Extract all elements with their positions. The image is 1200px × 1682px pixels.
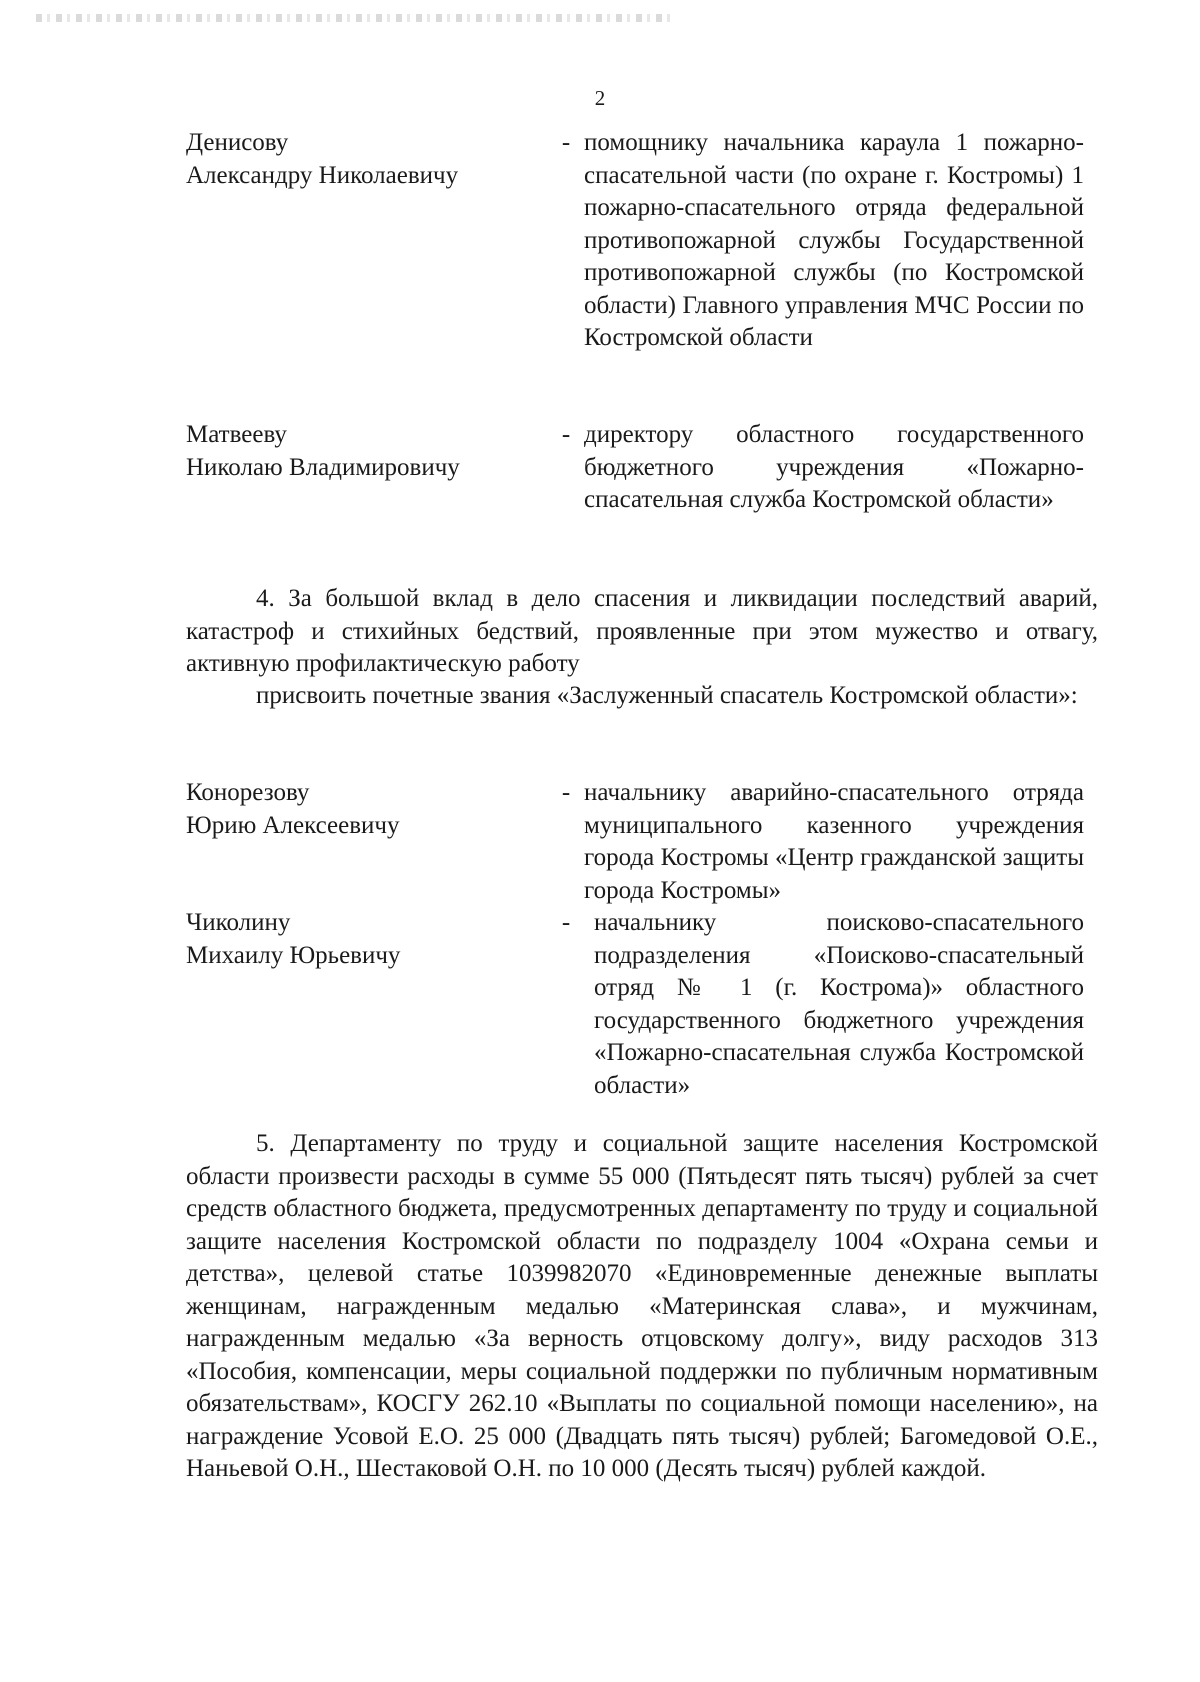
separator-dash: -	[561, 779, 571, 806]
person-surname: Матвееву	[186, 421, 287, 448]
person-given-names: Николаю Владимировичу	[186, 453, 460, 481]
person-surname: Конорезову	[186, 779, 310, 806]
section-4-intro: 4. За большой вклад в дело спасения и ликвидации последствий аварий, катастроф и стихийных бедствий, проявленные при этом мужество и отвагу, активную профилактическую работу	[186, 585, 1098, 677]
person-surname: Денисову	[186, 129, 289, 156]
separator-dash: -	[561, 421, 571, 448]
person-position: директору областного государственного бюджетного учреждения «Пожарно-спасательная служба Костромской области»	[584, 421, 1084, 513]
section-4-action: присвоить почетные звания «Заслуженный спасатель Костромской области»:	[256, 682, 1078, 709]
separator-dash: -	[561, 129, 571, 156]
separator-dash: -	[561, 909, 571, 936]
person-given-names: Александру Николаевичу	[186, 161, 459, 189]
person-name	[186, 419, 546, 484]
person-name	[186, 777, 546, 842]
person-given-names: Юрию Алексеевичу	[186, 811, 400, 839]
person-position: помощнику начальника караула 1 пожарно-спасательной части (по охране г. Костромы) 1 пожарно-спасательного отряда федеральной противопожарной службы Государственной противопожарной службы (по Костромской области) Главного управления МЧС России по Костромской области	[584, 129, 1084, 351]
scan-artifact	[36, 14, 676, 22]
person-given-names: Михаилу Юрьевичу	[186, 941, 401, 969]
section-5-paragraph: 5. Департаменту по труду и социальной защите населения Костромской области произвести расходы в сумме 55 000 (Пятьдесят пять тысяч) рублей за счет средств областного бюджета, предусмотренных департаменту по труду и социальной защите населения Костромской области по подразделу 1004 «Охрана семьи и детства», целевой статье 1039982070 «Единовременные денежные выплаты женщинам, награжденным медалью «Материнская слава», и мужчинам, награжденным медалью «За верность отцовскому долгу», виду расходов 313 «Пособия, компенсации, меры социальной поддержки по публичным нормативным обязательствам», КОСГУ 262.10 «Выплаты по социальной помощи населению», на награждение Усовой Е.О. 25 000 (Двадцать пять тысяч) рублей; Багомедовой О.Е., Наньевой О.Н., Шестаковой О.Н. по 10 000 (Десять тысяч) рублей каждой.	[186, 1130, 1098, 1482]
person-name	[186, 127, 546, 192]
person-surname: Чиколину	[186, 909, 291, 936]
person-position: начальнику аварийно-спасательного отряда муниципального казенного учреждения города Костромы «Центр гражданской защиты города Костромы»	[584, 779, 1084, 904]
person-name	[186, 907, 546, 972]
page-number: 2	[594, 86, 606, 110]
person-position: начальнику поисково-спасательного подразделения «Поисково-спасательный отряд № 1 (г. Кострома)» областного государственного бюджетного учреждения «Пожарно-спасательная служба Костромской области»	[594, 909, 1084, 1099]
